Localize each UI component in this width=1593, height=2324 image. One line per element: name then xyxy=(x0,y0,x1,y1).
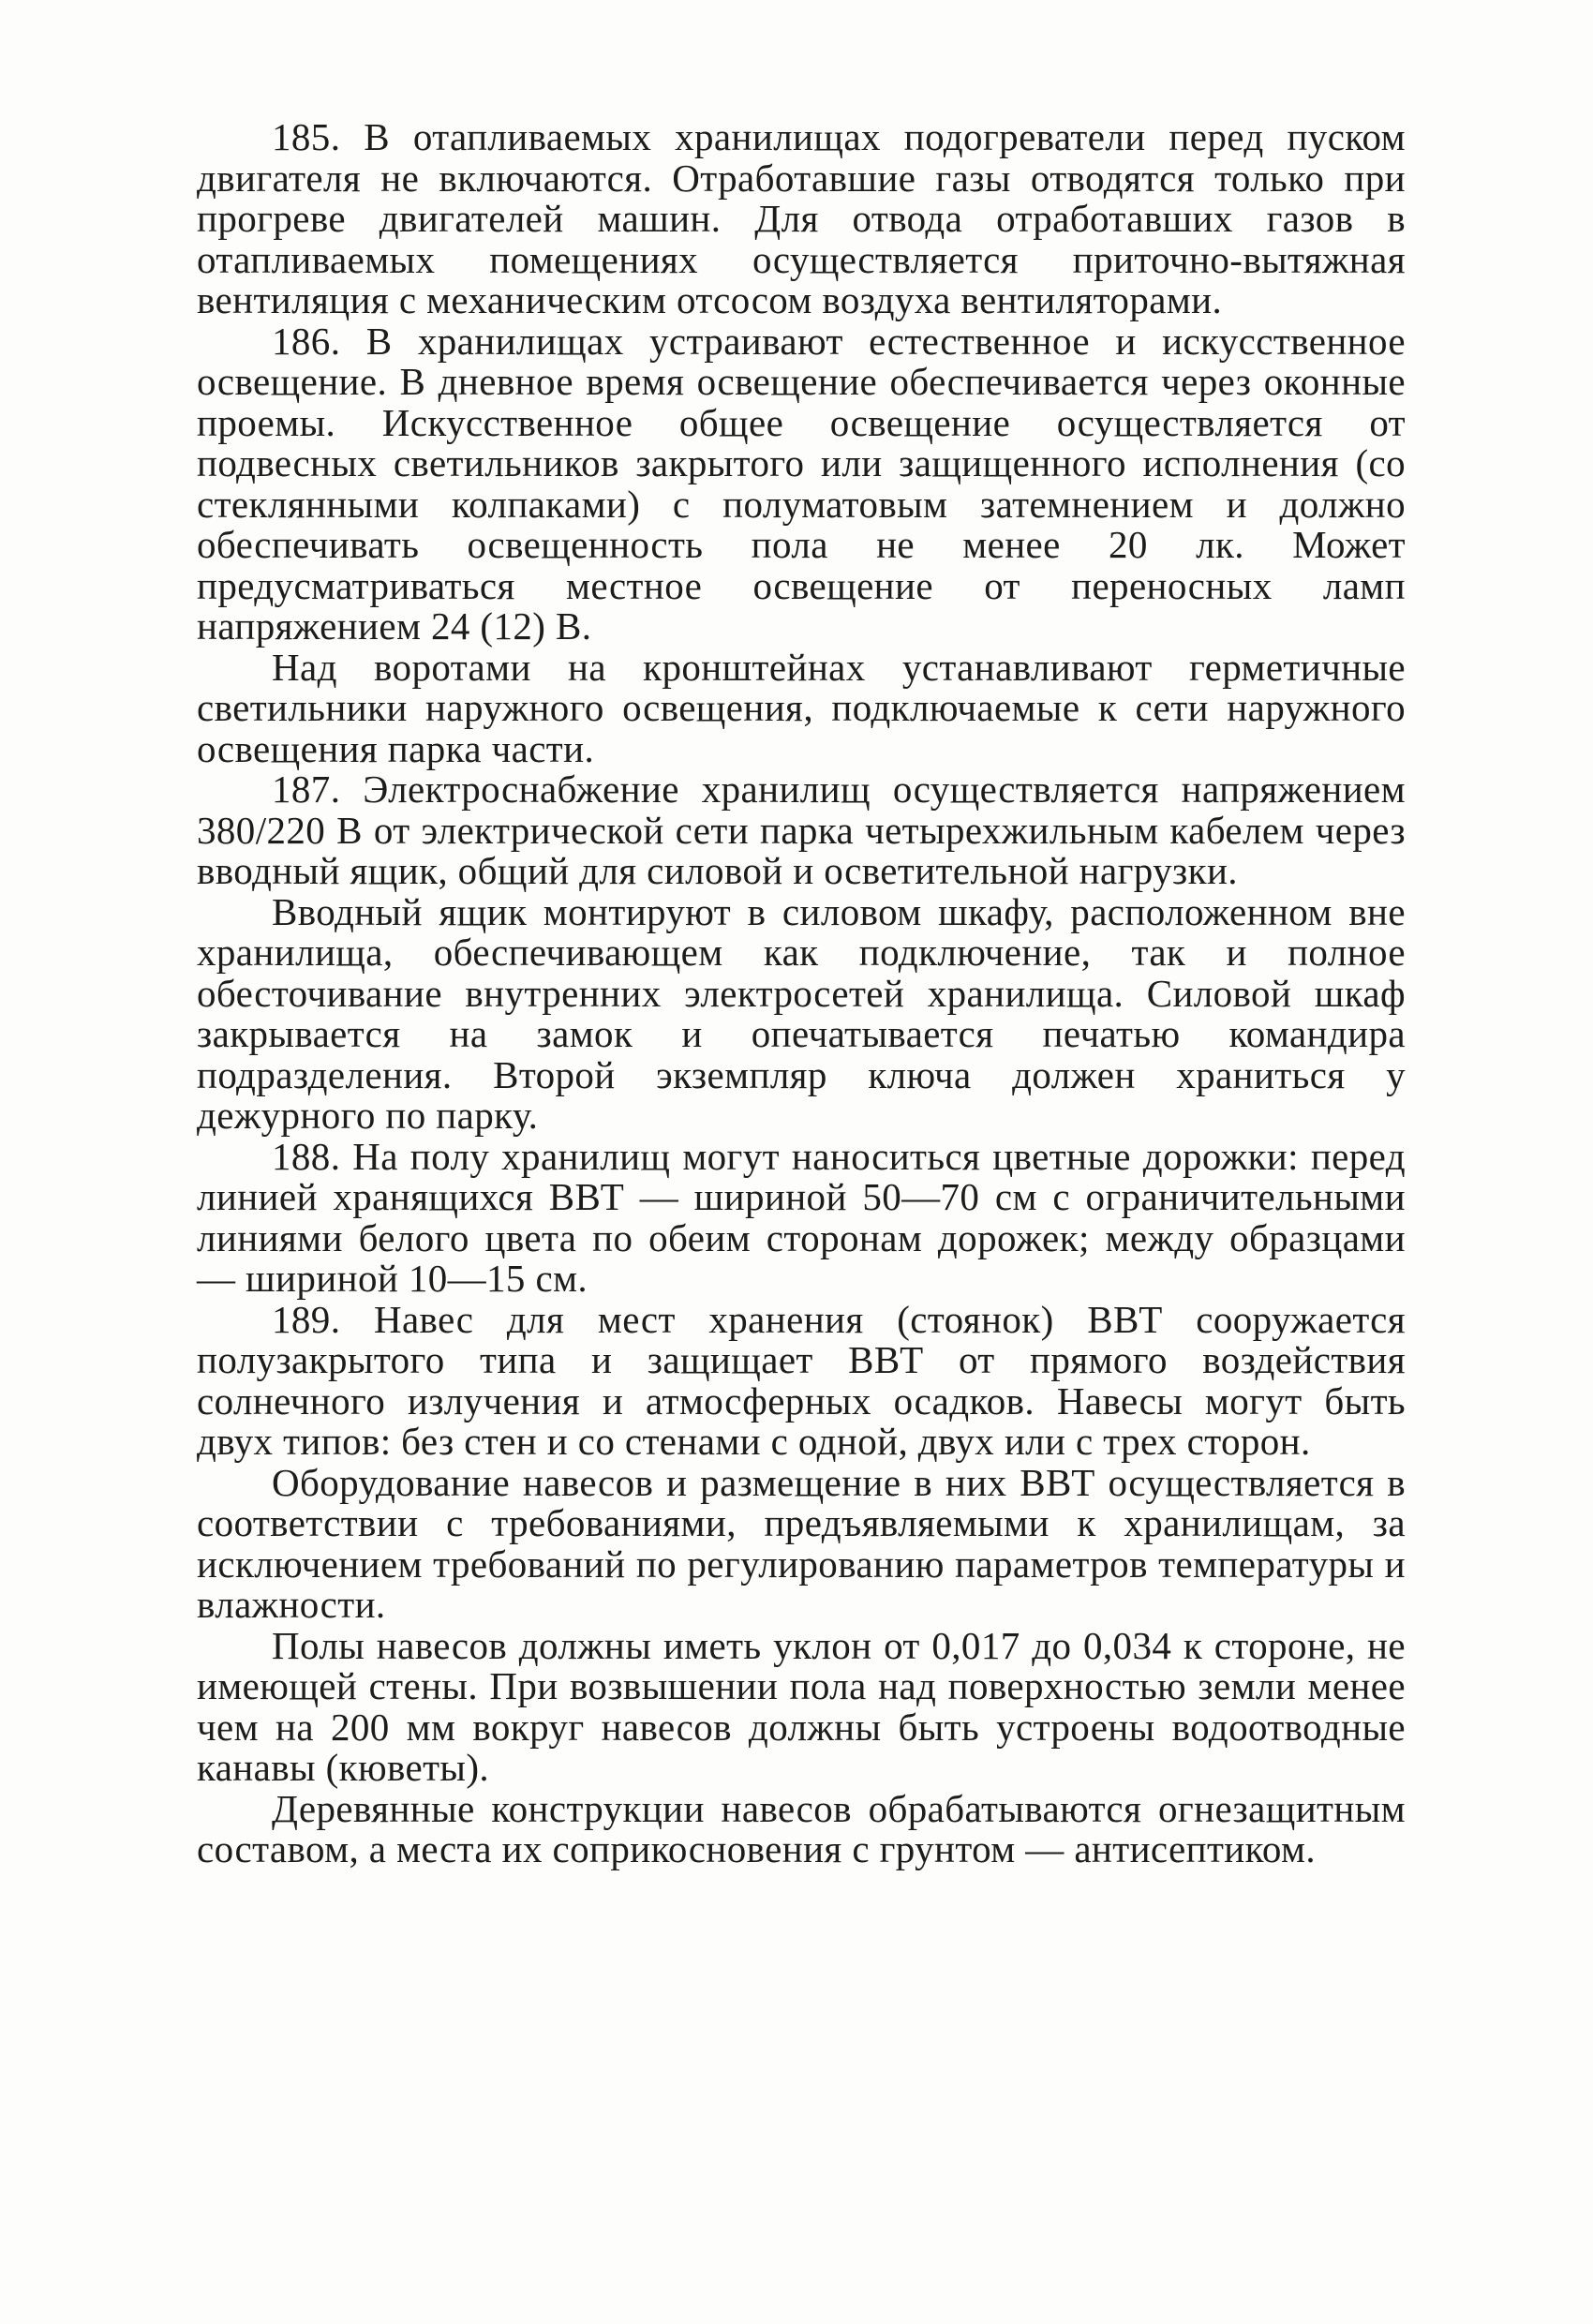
paragraph-186: 186. В хранилищах устраивают естественное и искусственное освещение. В дневное время освещение обеспечивается через оконные проемы. Искусственное общее освещение осуществляется от подвесных светильников закрытого или защищенного исполнения (со стеклянными колпаками) с полуматовым затемнением и должно обеспечивать освещенность пола не менее 20 лк. Может предусматриваться местное освещение от переносных ламп напряжением 24 (12) В. xyxy=(197,319,1406,648)
paragraph-188: 188. На полу хранилищ могут наноситься цветные дорожки: перед линией хранящихся ВВТ — шириной 50—70 см с ограничительными линиями белого цвета по обеим сторонам дорожек; между образцами — шириной 10—15 см. xyxy=(197,1134,1406,1300)
paragraph-189: 189. Навес для мест хранения (стоянок) ВВТ сооружается полузакрытого типа и защищает ВВТ от прямого воздействия солнечного излучения и атмосферных осадков. Навесы могут быть двух типов: без стен и со стенами с одной, двух или с трех сторон. xyxy=(197,1297,1406,1463)
paragraph-189-equipment: Оборудование навесов и размещение в них ВВТ осуществляется в соответствии с требованиями, предъявляемыми к хранилищам, за исключением требований по регулированию параметров температуры и влажности. xyxy=(197,1460,1406,1626)
paragraph-189-floors: Полы навесов должны иметь уклон от 0,017 до 0,034 к стороне, не имеющей стены. При возвышении пола над поверхностью земли менее чем на 200 мм вокруг навесов должны быть устроены водоотводные канавы (кюветы). xyxy=(197,1623,1406,1789)
paragraph-187: 187. Электроснабжение хранилищ осуществляется напряжением 380/220 В от электрической сети парка четырехжильным кабелем через вводный ящик, общий для силовой и осветительной нагрузки. xyxy=(197,767,1406,892)
paragraph-185: 185. В отапливаемых хранилищах подогреватели перед пуском двигателя не включаются. Отработавшие газы отводятся только при прогреве двигателей машин. Для отвода отработавших газов в отапливаемых помещениях осуществляется приточно-вытяжная вентиляция с механическим отсосом воздуха вентиляторами. xyxy=(197,115,1406,321)
paragraph-189-wood: Деревянные конструкции навесов обрабатываются огнезащитным составом, а места их соприкосновения с грунтом — антисептиком. xyxy=(197,1786,1406,1870)
paragraph-187-input-box: Вводный ящик монтируют в силовом шкафу, расположенном вне хранилища, обеспечивающем как подключение, так и полное обесточивание внутренних электросетей хранилища. Силовой шкаф закрывается на замок и опечатывается печатью командира подразделения. Второй экземпляр ключа должен храниться у дежурного по парку. xyxy=(197,889,1406,1137)
paragraph-186-outdoor-lighting: Над воротами на кронштейнах устанавливают герметичные светильники наружного освещения, подключаемые к сети наружного освещения парка части. xyxy=(197,645,1406,770)
body-text xyxy=(197,117,1406,1870)
